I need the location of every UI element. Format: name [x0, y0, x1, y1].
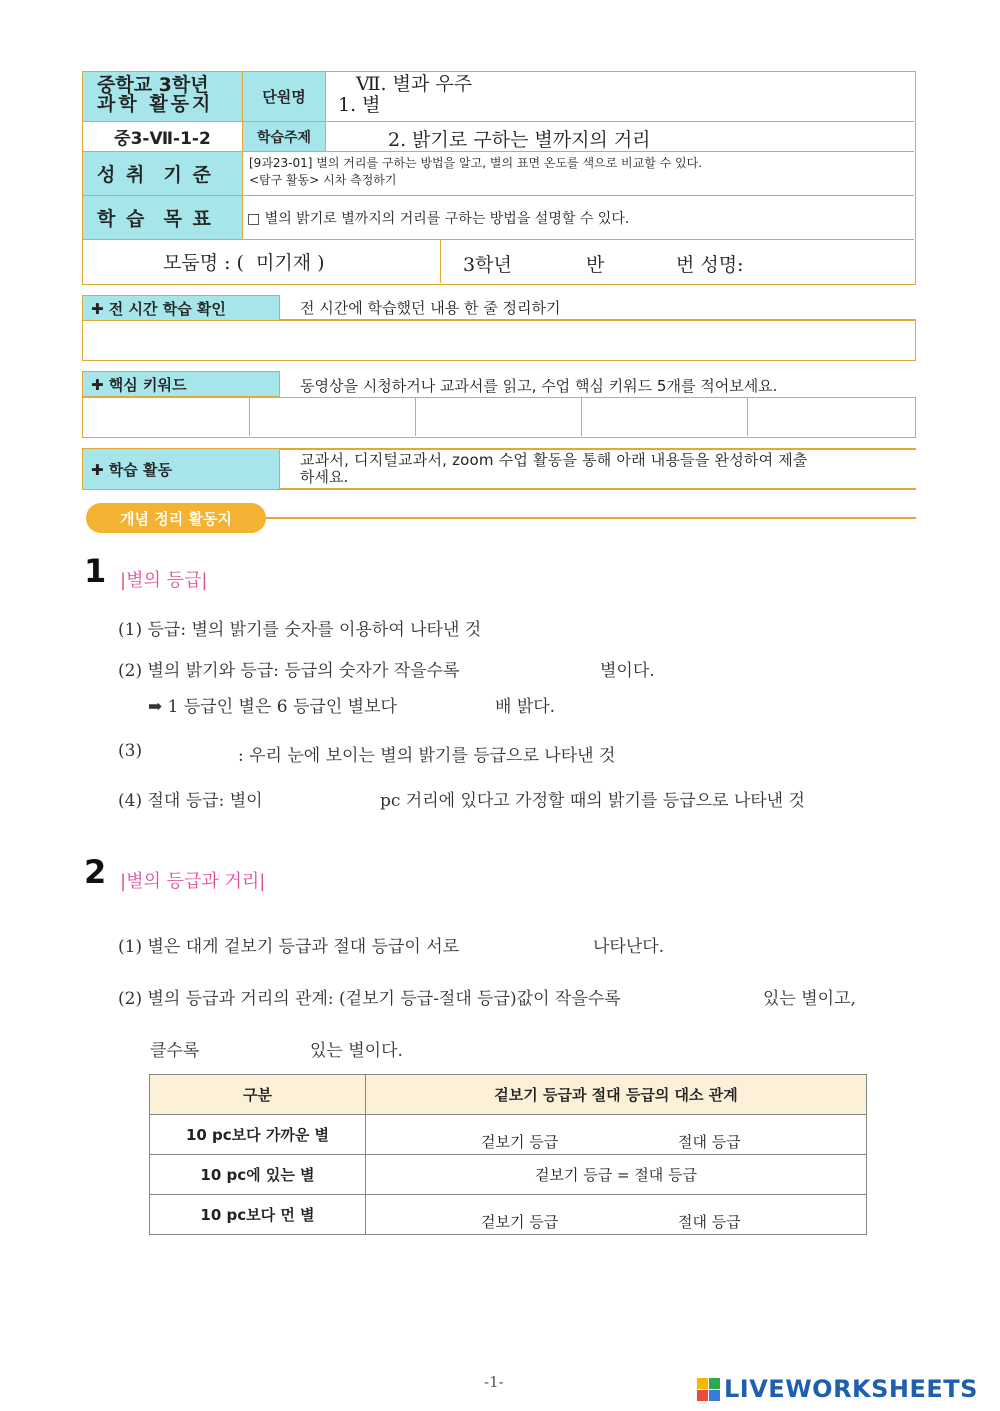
s2-q1a: (1) 별은 대게 겉보기 등급과 절대 등급이 서로	[118, 937, 460, 957]
table-row-label: 10 pc보다 먼 별	[150, 1195, 366, 1235]
s1-q3-blank[interactable]	[150, 741, 228, 763]
table-row	[150, 1195, 867, 1235]
achievement-label: 성 취 기 준	[83, 152, 243, 196]
s2-q1-blank[interactable]	[495, 932, 585, 954]
school-line2: 과학 활동지	[97, 93, 214, 115]
keywords-label: ✚ 핵심 키워드	[82, 371, 280, 397]
concept-tab: 개념 정리 활동지	[86, 503, 266, 533]
table-header-col2: 겉보기 등급과 절대 등급의 대소 관계	[366, 1075, 867, 1115]
achievement-value	[243, 152, 914, 196]
table-row-value: 겉보기 등급 = 절대 등급	[366, 1155, 867, 1195]
s1-q2c-blank[interactable]	[435, 692, 485, 714]
header-table	[82, 71, 916, 285]
liveworksheets-logo	[697, 1375, 978, 1403]
activity-instruction	[300, 452, 912, 486]
absolute-magnitude-text: 절대 등급	[678, 1213, 741, 1231]
section2-title: |별의 등급과 거리|	[120, 871, 266, 892]
s2-q2a: (2) 별의 등급과 거리의 관계: (겉보기 등급-절대 등급)값이 작을수록	[118, 989, 621, 1009]
keyword-box[interactable]	[581, 398, 748, 436]
unit-value2: 1. 별	[338, 94, 381, 116]
s2-q2b: 있는 별이고,	[763, 989, 856, 1009]
s2-q2c: 클수록	[150, 1041, 200, 1061]
keywords-instruction: 동영상을 시청하거나 교과서를 읽고, 수업 핵심 키워드 5개를 적어보세요.	[300, 377, 778, 395]
unit-label: 단원명	[243, 72, 326, 122]
student-info	[441, 240, 914, 283]
number-name-text: 번 성명:	[676, 254, 744, 276]
s2-q2c-blank[interactable]	[212, 1036, 302, 1058]
table-header-col1: 구분	[150, 1075, 366, 1115]
table-row	[150, 1115, 867, 1155]
table-row	[150, 1155, 867, 1195]
achievement-line1: [9과23-01] 별의 거리를 구하는 방법을 알고, 별의 표면 온도를 색으로 비교할 수 있다.	[249, 156, 703, 170]
s2-q2d: 있는 별이다.	[310, 1041, 403, 1061]
absolute-magnitude-text: 절대 등급	[678, 1133, 741, 1151]
s1-q1: (1) 등급: 별의 밝기를 숫자를 이용하여 나타낸 것	[118, 620, 482, 640]
page-number: -1-	[484, 1373, 504, 1391]
s1-q2a: (2) 별의 밝기와 등급: 등급의 숫자가 작을수록	[118, 661, 460, 681]
liveworksheets-logo-icon	[697, 1378, 720, 1401]
s1-q2c-b: 배 밝다.	[495, 697, 556, 717]
topic-label: 학습주제	[243, 122, 326, 152]
unit-value1: Ⅶ. 별과 우주	[356, 73, 473, 95]
table-row-value	[366, 1115, 867, 1155]
activity-line1: 교과서, 디지털교과서, zoom 수업 활동을 통해 아래 내용들을 완성하여 제출	[300, 451, 808, 469]
table-header-row	[150, 1075, 867, 1115]
section1-title: |별의 등급|	[120, 570, 208, 591]
comparison-blank[interactable]	[591, 1203, 661, 1229]
liveworksheets-logo-text: LIVEWORKSHEETS	[724, 1375, 978, 1403]
s2-q1b: 나타난다.	[593, 937, 665, 957]
review-answer-box[interactable]	[82, 320, 916, 361]
keyword-box[interactable]	[747, 398, 914, 436]
magnitude-table	[149, 1074, 867, 1235]
keyword-box[interactable]	[415, 398, 582, 436]
section2-number: 2	[84, 853, 107, 891]
table-row-label: 10 pc에 있는 별	[150, 1155, 366, 1195]
concept-divider	[260, 517, 916, 519]
keyword-box[interactable]	[83, 398, 250, 436]
s1-q4b: pc 거리에 있다고 가정할 때의 밝기를 등급으로 나타낸 것	[380, 791, 805, 811]
s2-q2-blank[interactable]	[665, 984, 755, 1006]
s1-q4a: (4) 절대 등급: 별이	[118, 791, 263, 811]
unit-value	[326, 72, 914, 122]
class-text: 반	[586, 254, 605, 276]
s1-q3b: : 우리 눈에 보이는 별의 밝기를 등급으로 나타낸 것	[238, 746, 616, 766]
s1-q2b: 별이다.	[600, 661, 655, 681]
achievement-line2: <탐구 활동> 시차 측정하기	[249, 173, 397, 187]
s1-q2-blank[interactable]	[505, 656, 590, 678]
activity-line2: 하세요.	[300, 468, 349, 486]
review-instruction: 전 시간에 학습했던 내용 한 줄 정리하기	[300, 299, 561, 317]
school-line1: 중학교 3학년	[97, 74, 209, 96]
group-name-cell: 모둠명 : ( 미기재 )	[83, 240, 441, 283]
topic-value: 2. 밝기로 구하는 별까지의 거리	[326, 122, 914, 152]
activity-divider-top	[280, 448, 916, 450]
comparison-blank[interactable]	[591, 1123, 661, 1149]
apparent-magnitude-text: 겉보기 등급	[481, 1133, 559, 1151]
keywords-answer-row	[82, 397, 916, 438]
apparent-magnitude-text: 겉보기 등급	[481, 1213, 559, 1231]
goal-value: □ 별의 밝기로 별까지의 거리를 구하는 방법을 설명할 수 있다.	[243, 196, 914, 240]
goal-label: 학 습 목 표	[83, 196, 243, 240]
table-row-value	[366, 1195, 867, 1235]
keyword-box[interactable]	[249, 398, 416, 436]
section1-number: 1	[84, 552, 107, 590]
code-cell: 중3-Ⅶ-1-2	[83, 122, 243, 152]
s1-q3a: (3)	[118, 741, 143, 761]
school-cell	[83, 72, 243, 122]
table-row-label: 10 pc보다 가까운 별	[150, 1115, 366, 1155]
s1-q2c-a: ➡ 1 등급인 별은 6 등급인 별보다	[148, 697, 397, 717]
review-label: ✚ 전 시간 학습 확인	[82, 295, 280, 321]
grade-text: 3학년	[463, 254, 512, 276]
activity-label: ✚ 학습 활동	[82, 448, 280, 490]
s1-q4-blank[interactable]	[280, 786, 370, 808]
activity-divider-bottom	[280, 488, 916, 490]
